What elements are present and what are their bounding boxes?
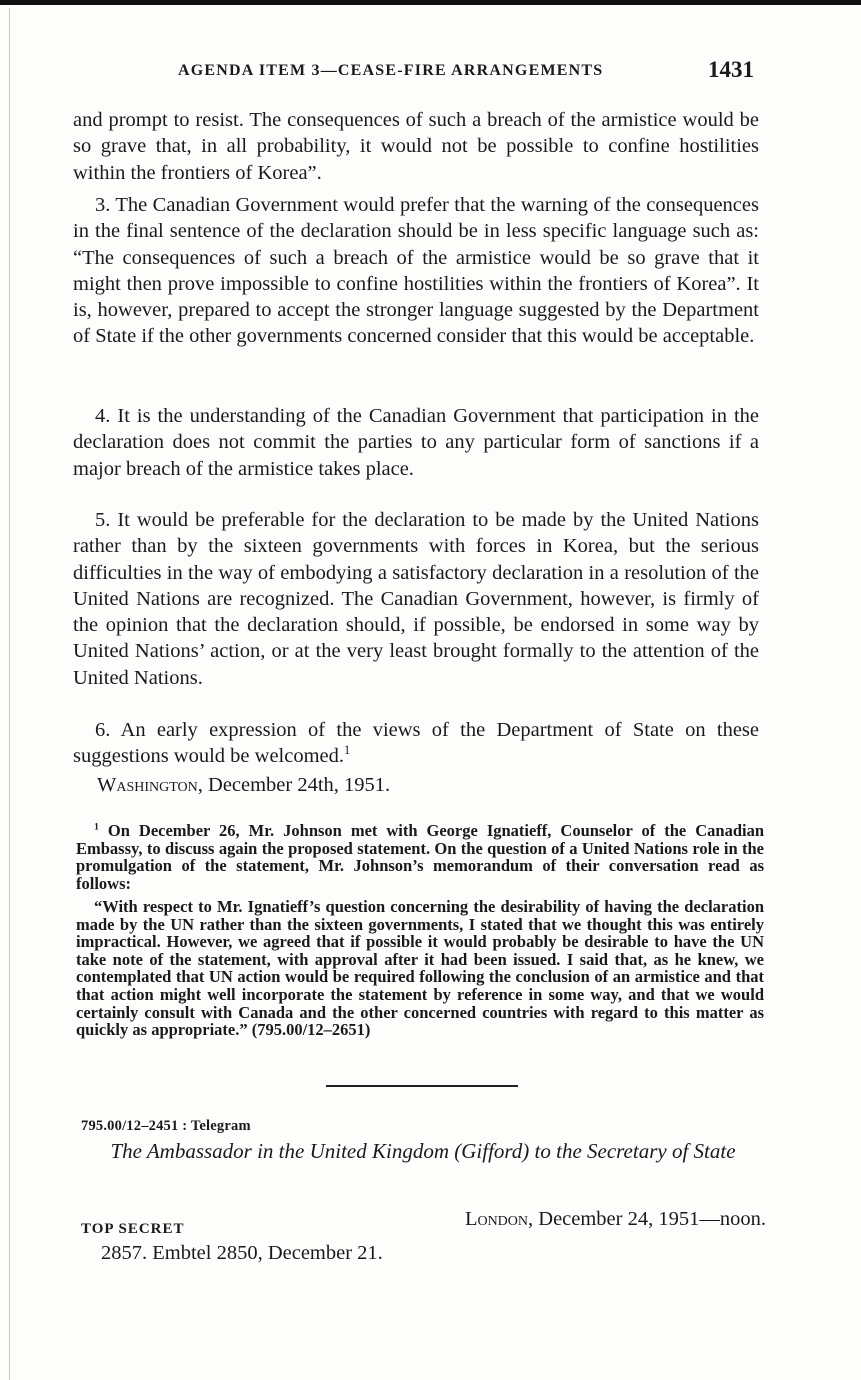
dateline-place: London — [464, 1208, 529, 1230]
footnote-mark: 1 — [94, 821, 99, 833]
footnote-1-body: On December 26, Mr. Johnson met with George Ignatieff, Counselor of the Canadian Embassy, to discuss again the proposed statement. On the question of a United Nations role in the promulgation of the statement, Mr. Johnson’s memorandum of their conversation read as follows: — [76, 821, 765, 893]
telegram-reference-line: 2857. Embtel 2850, December 21. — [101, 1242, 383, 1264]
footnote-quote — [76, 898, 764, 1039]
paragraph-6-body: 6. An early expression of the views of the Department of State on these suggestions would be welcomed. — [73, 719, 759, 768]
continuation-text: and prompt to resist. The consequences of such a breach of the armistice would be so grave that, in all probability, it would not be possible to confine hostilities within the frontiers of Korea”. — [73, 109, 759, 184]
dateline — [465, 1208, 766, 1231]
footnote-1-text — [76, 822, 764, 892]
running-head: AGENDA ITEM 3—CEASE-FIRE ARRANGEMENTS — [178, 62, 604, 79]
file-reference: 795.00/12–2451 : Telegram — [81, 1118, 251, 1134]
paragraph-6 — [73, 717, 759, 770]
paragraph-6-text — [73, 717, 759, 770]
footnote-1 — [76, 822, 764, 892]
paragraph-3 — [73, 192, 759, 350]
continuation-paragraph — [73, 107, 759, 186]
left-page-edge — [9, 8, 10, 1380]
footnote-quote-text: “With respect to Mr. Ignatieff’s question concerning the desirability of having the declaration made by the UN rather than the sixteen governments, I stated that we thought this was entirely impractical. However, we agreed that if possible it would probably be desirable to have the UN take note of the statement, with approval after it had been issued. I said that, as he knew, we contemplated that UN action would be required following the conclusion of an armistice and that that action might well incorporate the statement by reference in some way, and that we would certainly consult with Canada and the other concerned countries with regard to this matter as quickly as appropriate.” (795.00/12–2651) — [76, 897, 764, 1040]
paragraph-3-text: 3. The Canadian Government would prefer that the warning of the consequences in the final sentence of the declaration should be in less specific language such as: “The consequences of such a breach of the armistice would be so grave that it might then prove impossible to confine hostilities within the frontiers of Korea”. It is, however, prepared to accept the stronger language suggested by the Department of State if the other governments concerned consider that this would be acceptable. — [73, 194, 759, 348]
section-divider — [326, 1085, 518, 1087]
signature-place: Washington — [97, 774, 198, 796]
page-number: 1431 — [708, 57, 754, 82]
paragraph-4-text: 4. It is the understanding of the Canadian Government that participation in the declaration does not commit the parties to any particular form of sanctions if a major breach of the armistice takes place. — [73, 405, 759, 480]
footnote-reference[interactable]: 1 — [344, 743, 351, 758]
paragraph-5 — [73, 507, 759, 691]
paragraph-4 — [73, 403, 759, 482]
document-title: The Ambassador in the United Kingdom (Gifford) to the Secretary of State — [110, 1139, 736, 1163]
signature-date: , December 24th, 1951. — [197, 774, 391, 796]
dateline-date: , December 24, 1951—noon. — [528, 1208, 766, 1230]
top-scan-border — [0, 0, 861, 5]
classification-marking: TOP SECRET — [81, 1221, 185, 1237]
signature-line — [97, 774, 390, 797]
paragraph-5-text: 5. It would be preferable for the declaration to be made by the United Nations rather than by the sixteen governments with forces in Korea, but the serious difficulties in the way of embodying a satisfactory declaration in a resolution of the United Nations are recognized. The Canadian Government, however, is firmly of the opinion that the declaration should, if possible, be endorsed in some way by United Nations’ action, or at the very least brought formally to the attention of the United Nations. — [73, 509, 759, 689]
